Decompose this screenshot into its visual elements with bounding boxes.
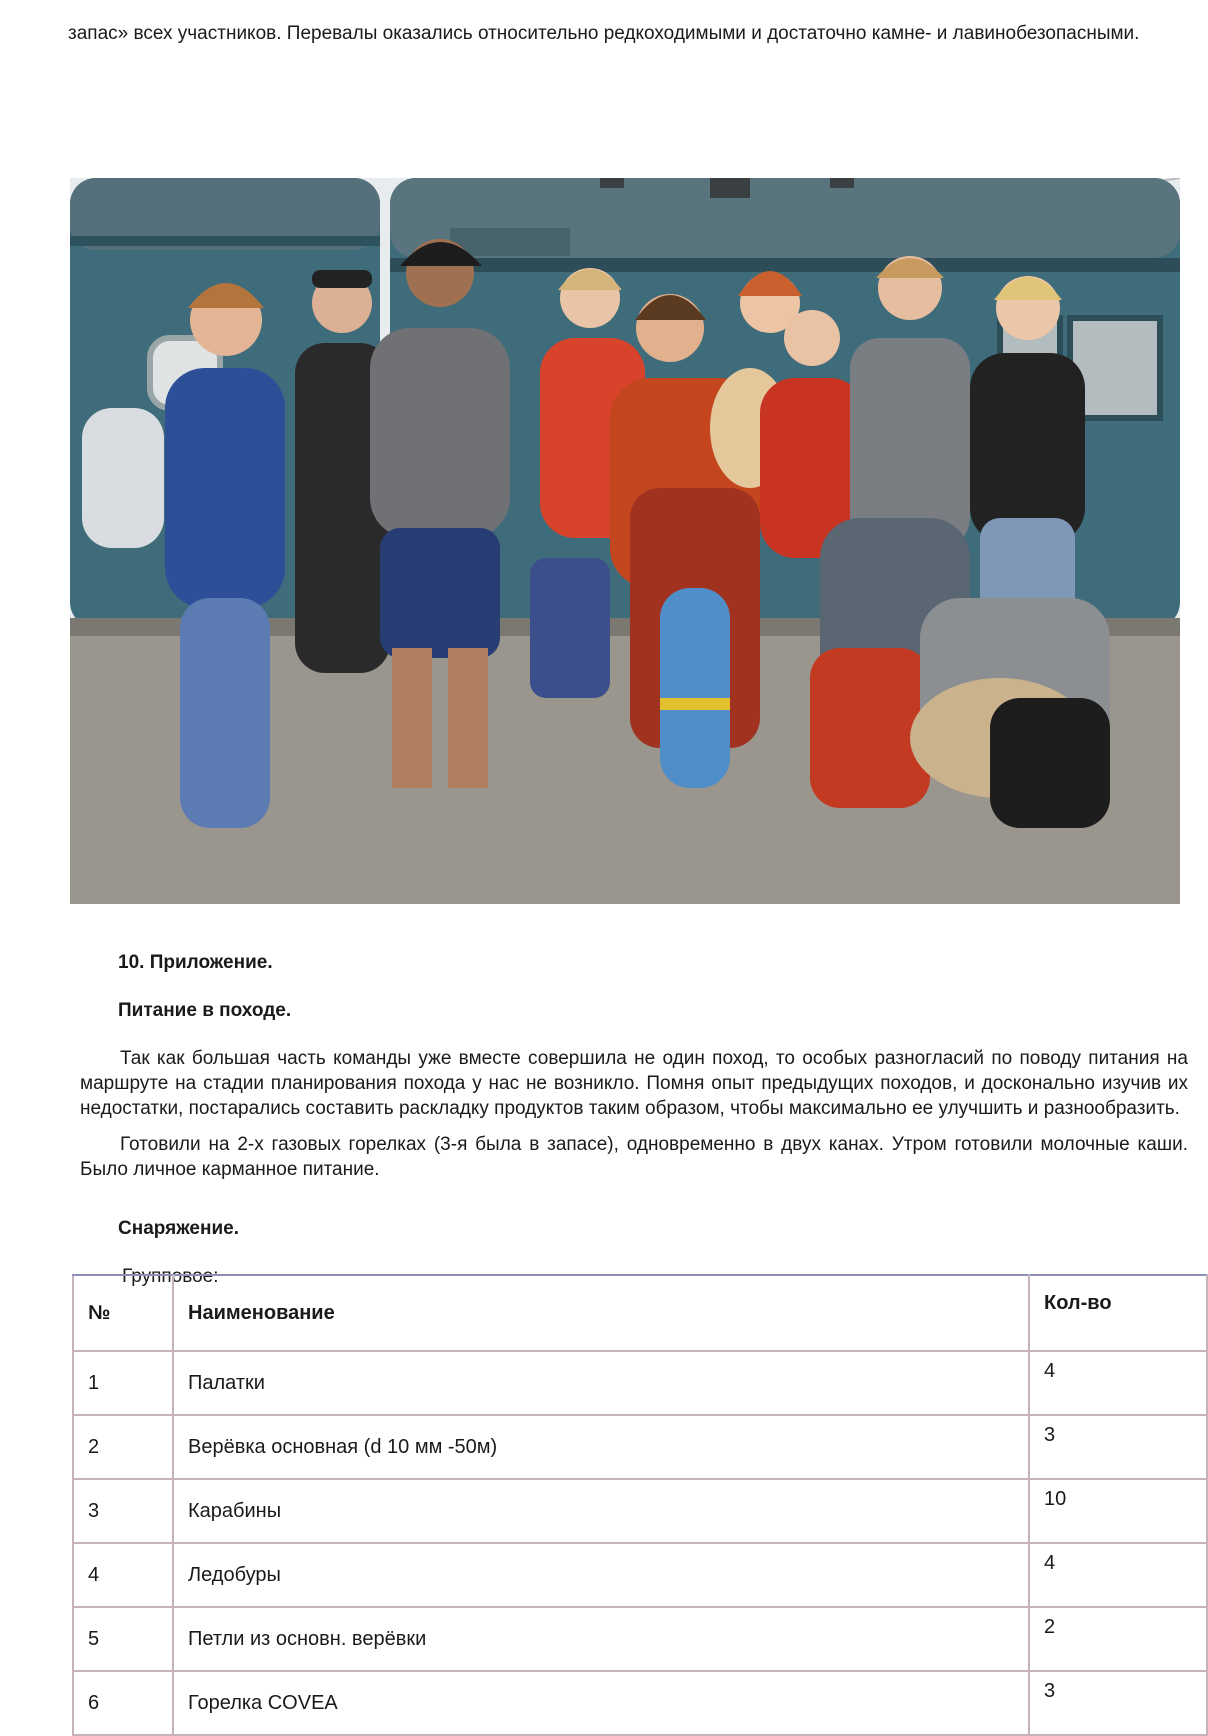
table-row xyxy=(73,1671,1207,1735)
row-num: 2 xyxy=(73,1415,173,1479)
table-row xyxy=(73,1479,1207,1543)
row-qty: 3 xyxy=(1029,1415,1207,1479)
header-name: Наименование xyxy=(173,1275,1029,1351)
row-name: Петли из основн. верёвки xyxy=(173,1607,1029,1671)
row-name: Ледобуры xyxy=(173,1543,1029,1607)
intro-paragraph: запас» всех участников. Перевалы оказались относительно редкоходимыми и достаточно камне- и лавинобезопасными. xyxy=(68,23,1140,44)
group-equipment-label: Групповое: xyxy=(122,1266,219,1287)
header-num: № xyxy=(73,1275,173,1351)
row-num: 1 xyxy=(73,1351,173,1415)
row-qty: 4 xyxy=(1029,1543,1207,1607)
equipment-table xyxy=(72,1274,1208,1736)
row-num: 4 xyxy=(73,1543,173,1607)
table-row xyxy=(73,1543,1207,1607)
table-header-row xyxy=(73,1275,1207,1351)
header-qty: Кол-во xyxy=(1029,1275,1207,1351)
group-photo xyxy=(70,178,1180,904)
appendix-heading: 10. Приложение. xyxy=(118,952,273,973)
row-qty: 4 xyxy=(1029,1351,1207,1415)
row-name: Палатки xyxy=(173,1351,1029,1415)
table-row xyxy=(73,1607,1207,1671)
row-qty: 10 xyxy=(1029,1479,1207,1543)
row-name: Карабины xyxy=(173,1479,1029,1543)
group-photo-illustration xyxy=(70,178,1180,904)
row-num: 3 xyxy=(73,1479,173,1543)
row-qty: 3 xyxy=(1029,1671,1207,1735)
row-name: Горелка COVEA xyxy=(173,1671,1029,1735)
equipment-heading: Снаряжение. xyxy=(118,1218,239,1239)
table-row xyxy=(73,1351,1207,1415)
row-name: Верёвка основная (d 10 мм -50м) xyxy=(173,1415,1029,1479)
row-num: 5 xyxy=(73,1607,173,1671)
row-num: 6 xyxy=(73,1671,173,1735)
table-row xyxy=(73,1415,1207,1479)
food-heading: Питание в походе. xyxy=(118,1000,292,1021)
food-paragraph-1: Так как большая часть команды уже вместе совершила не один поход, то особых разногласий по поводу питания на маршруте на стадии планирования похода у нас не возникло. Помня опыт предыдущих походов, и досконально изучив их недостатки, постарались составить раскладку продуктов таким образом, чтобы максимально ее улучшить и разнообразить. xyxy=(80,1048,1188,1119)
food-paragraph-2: Готовили на 2-х газовых горелках (3-я была в запасе), одновременно в двух канах. Утром готовили молочные каши. Было личное карманное питание. xyxy=(80,1134,1188,1180)
row-qty: 2 xyxy=(1029,1607,1207,1671)
